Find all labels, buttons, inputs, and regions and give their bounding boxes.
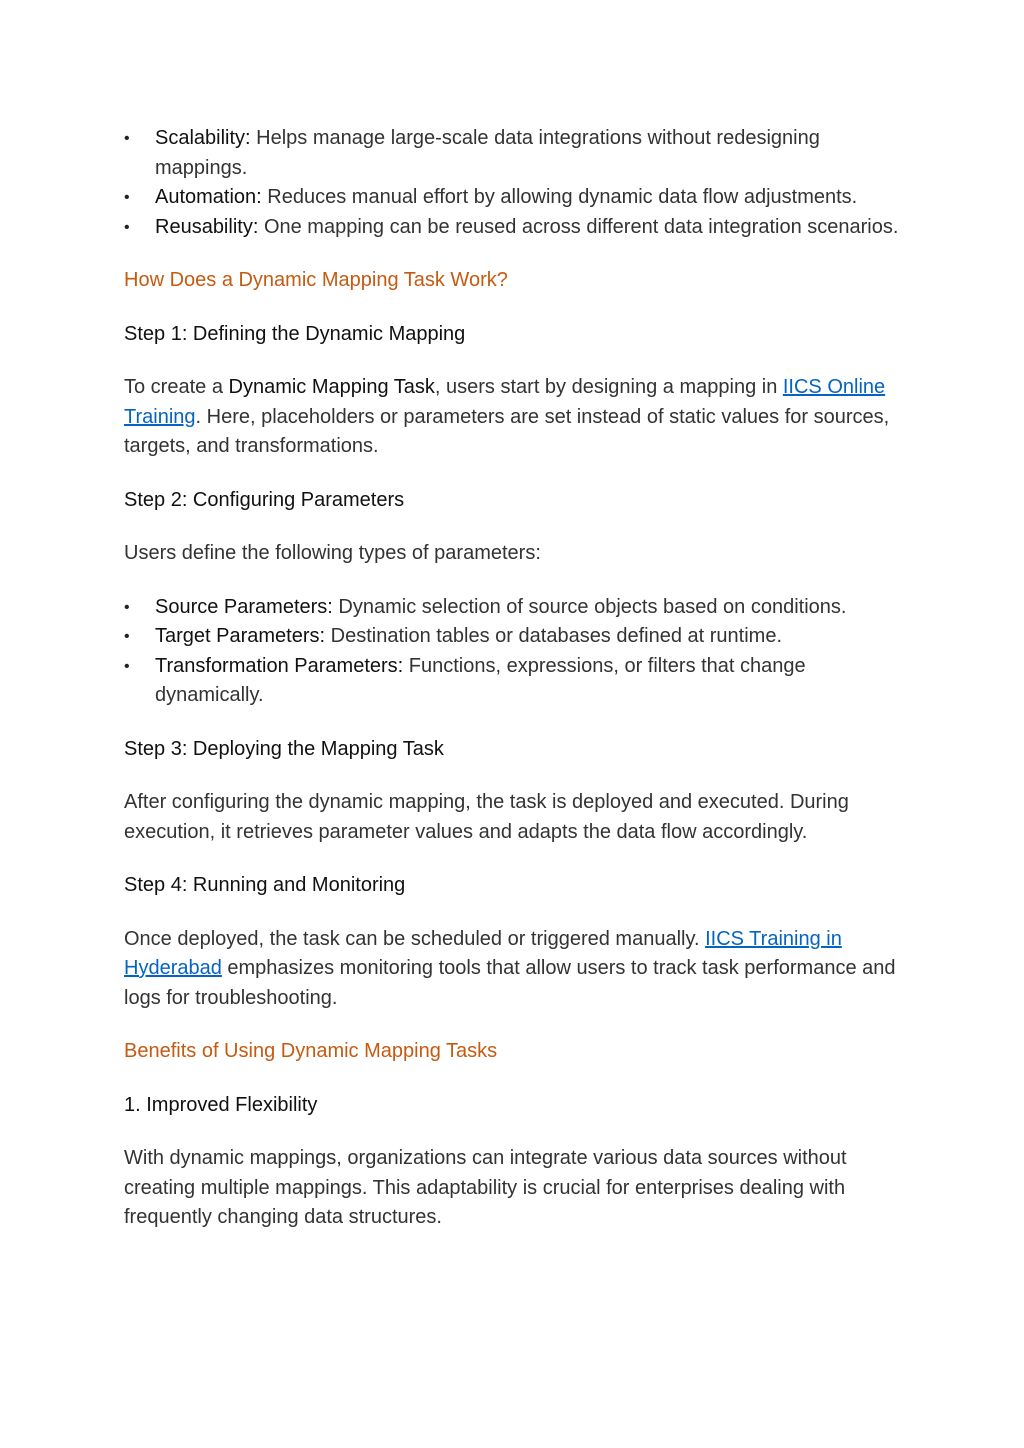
bullet-text: One mapping can be reused across different data integration scenarios. [258,215,899,238]
step-1-paragraph [124,373,914,462]
bullet-term: Scalability: [155,127,251,149]
step-1-heading: Step 1: Defining the Dynamic Mapping [124,322,466,345]
bullet-text: Dynamic selection of source objects based on conditions. [332,595,847,618]
bold-term: Dynamic Mapping Task [228,376,435,398]
bullet-term: Target Parameters: [155,625,326,647]
benefit-1-paragraph: With dynamic mappings, organizations can integrate various data sources without creating multiple mappings. This adaptability is crucial for enterprises dealing with frequently changing data structures. [124,1147,847,1228]
list-item [124,124,914,183]
list-item [124,652,914,711]
list-item [124,593,914,623]
bullet-term: Transformation Parameters: [155,654,404,677]
bullet-text: Functions, expressions, or filters that change dynamically. [155,654,806,706]
bullet-term: Automation: [155,186,262,208]
iics-training-hyderabad-link[interactable]: IICS Training in Hyderabad [124,927,842,979]
paragraph-text: . Here, placeholders or parameters are set instead of static values for sources, targets, and transformations. [124,405,890,457]
step-2-intro: Users define the following types of parameters: [124,542,541,564]
step-4-paragraph [124,925,914,1014]
benefits-bullet-list [124,124,914,242]
step-2-heading: Step 2: Configuring Parameters [124,488,405,511]
iics-online-training-link[interactable]: IICS Online Training [124,376,886,428]
benefit-1-heading: 1. Improved Flexibility [124,1093,318,1116]
step-3-paragraph: After configuring the dynamic mapping, the task is deployed and executed. During execution, it retrieves parameter values and adapts the data flow accordingly. [124,791,849,843]
section-heading-benefits: Benefits of Using Dynamic Mapping Tasks [124,1040,498,1062]
parameters-bullet-list [124,593,914,711]
list-item [124,183,914,213]
paragraph-text: Once deployed, the task can be scheduled or triggered manually. [124,927,706,950]
step-4-heading: Step 4: Running and Monitoring [124,874,406,896]
paragraph-text: , users start by designing a mapping in [434,376,783,398]
section-heading-how-it-works: How Does a Dynamic Mapping Task Work? [124,269,508,291]
bullet-term: Source Parameters: [155,595,333,618]
paragraph-text: To create a [124,376,229,398]
list-item [124,213,914,243]
paragraph-text: emphasizes monitoring tools that allow users to track task performance and logs for troubleshooting. [124,957,896,1009]
step-3-heading: Step 3: Deploying the Mapping Task [124,737,444,760]
bullet-text: Helps manage large-scale data integrations without redesigning mappings. [155,127,820,179]
bullet-term: Reusability: [155,215,259,238]
list-item [124,622,914,652]
bullet-text: Destination tables or databases defined at runtime. [325,625,783,647]
bullet-text: Reduces manual effort by allowing dynamic data flow adjustments. [261,186,858,208]
